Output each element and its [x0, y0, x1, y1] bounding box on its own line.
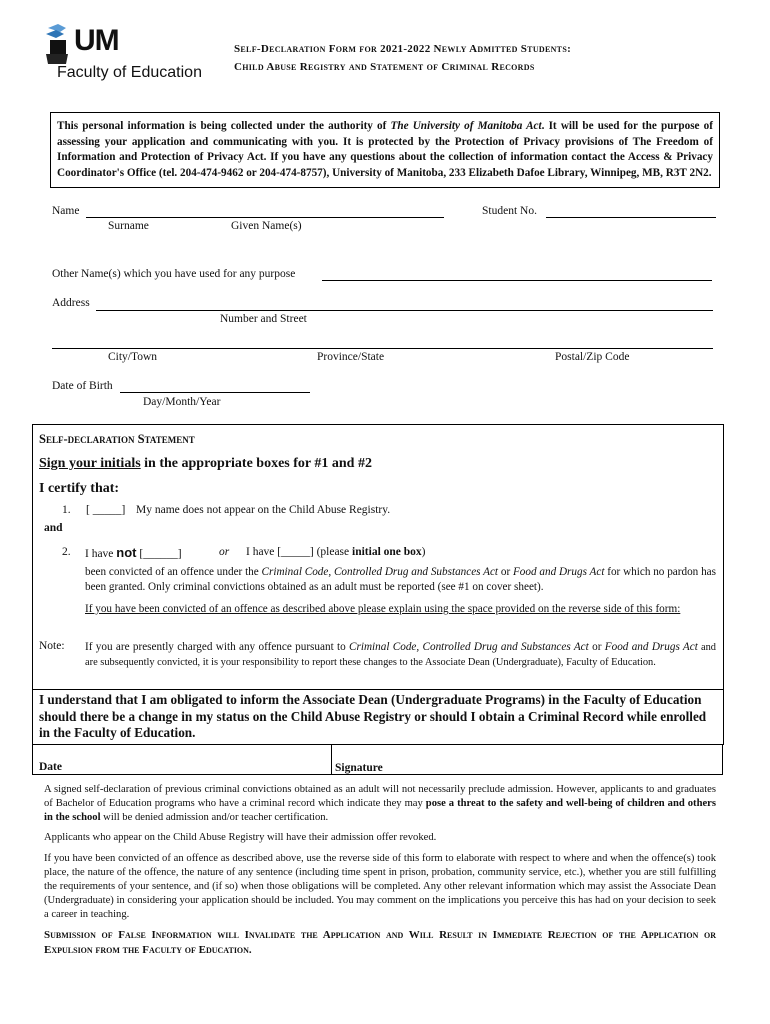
p1-bold: pose a threat to the safety and well-being of children and others in the school: [44, 798, 716, 823]
item2-initial-one-box: initial one box: [352, 546, 422, 558]
conv-acts: Criminal Code, Controlled Drug and Substances Act: [261, 566, 499, 578]
form-title: [234, 40, 734, 76]
other-names-label: Other Name(s) which you have used for any purpose: [52, 268, 296, 280]
paragraph-reverse-side: If you have been convicted of an offence as described above, use the reverse side of this form to elaborate with respect to where and when the offence(s) took place, the nature of the offence, the nature of any sentence (including time spent in prison, probation, community service, etc.), whether you are still fulfilling the requirements of your sentence, and (if so) when those obligations will be completed. Any other relevant information which may assist the Associate Dean (Undergraduate) in considering your application should be included. You may comment on the implications you perceive this has had on your decision to seek a career in teaching.: [44, 853, 716, 920]
p1-text-2: will be denied admission and/or teacher certification.: [100, 812, 329, 823]
address-street-field[interactable]: [96, 310, 713, 311]
note-label: Note:: [39, 640, 65, 652]
explain-text: If you have been convicted of an offence as described above please explain using the space provided on the reverse side of this form:: [85, 603, 681, 615]
sign-instruction-rest: in the appropriate boxes for #1 and #2: [140, 456, 372, 471]
note-or: or: [588, 641, 605, 653]
student-no-field[interactable]: [546, 217, 716, 218]
dob-label: Date of Birth: [52, 380, 113, 392]
other-names-field[interactable]: [322, 280, 712, 281]
item2-have-not: [85, 545, 182, 560]
note-acts: Criminal Code, Controlled Drug and Substances Act: [349, 641, 589, 653]
conv-text-1: been convicted of an offence under the: [85, 566, 262, 578]
logo-um-text: UM: [74, 24, 119, 57]
paragraph-admission: [44, 783, 716, 825]
item2-have-initial-box[interactable]: I have [_____] (please: [246, 546, 353, 558]
paragraph-registry: Applicants who appear on the Child Abuse Registry will have their admission offer revoked.: [44, 832, 437, 843]
p1-text-1: A signed self-declaration of previous criminal convictions obtained as an adult will not necessarily preclude admission. However, applicants to and graduates of Bachelor of Education programs who have a criminal record which indicate they may: [44, 784, 716, 809]
note-text-2: and are subsequently convicted, it is your responsibility to report these changes to the Associate Dean (Undergraduate), Faculty of Education.: [85, 642, 716, 668]
number-street-label: Number and Street: [220, 313, 307, 325]
logo-faculty-text: Faculty of Education: [57, 64, 202, 81]
note-text-1: If you are presently charged with any offence pursuant to: [85, 641, 350, 653]
postal-label: Postal/Zip Code: [555, 351, 630, 363]
province-label: Province/State: [317, 351, 385, 363]
item1-text: My name does not appear on the Child Abuse Registry.: [136, 504, 391, 516]
form-title-line1: Self-Declaration Form for 2021-2022 Newly Admitted Students:: [234, 43, 572, 55]
item1-initial-box[interactable]: [ _____]: [86, 504, 126, 516]
statement-heading: Self-declaration Statement: [39, 432, 195, 446]
name-label: Name: [52, 205, 80, 217]
certify-heading: I certify that:: [39, 481, 120, 496]
date-label: Date: [39, 761, 62, 773]
um-crest-icon: [44, 24, 70, 66]
dob-field[interactable]: [120, 392, 310, 393]
date-cell[interactable]: [32, 744, 332, 775]
final-warning: Submission of False Information will Invalidate the Application and Will Result in Immediate Rejection of the Application or Expulsion from the Faculty of Education.: [44, 929, 716, 956]
dob-format-label: Day/Month/Year: [143, 396, 221, 408]
note-text: [85, 640, 716, 670]
item2-have: I have: [85, 548, 117, 560]
item2-not: not: [116, 545, 137, 560]
sign-instruction: [39, 456, 372, 472]
signature-cell[interactable]: [330, 744, 723, 775]
item2-close: ): [421, 546, 426, 558]
surname-label: Surname: [108, 220, 149, 232]
student-no-label: Student No.: [482, 205, 537, 217]
logo: [44, 22, 204, 84]
conv-text-2: for which no pardon has been granted. Only criminal convictions obtained as an adult must be reported (see #1 on cover sheet).: [85, 566, 716, 593]
name-field[interactable]: [86, 217, 444, 218]
explain-instruction: [85, 602, 703, 617]
sign-initials-underlined: Sign your initials: [39, 456, 141, 471]
conviction-text: [85, 565, 716, 595]
item2-not-initial-box[interactable]: [______]: [136, 548, 182, 560]
item1-number: 1.: [62, 504, 71, 516]
privacy-notice: [50, 112, 720, 188]
note-food: Food and Drugs Act: [604, 641, 698, 653]
item2-or: or: [219, 546, 230, 558]
form-title-line2: Child Abuse Registry and Statement of Criminal Records: [234, 61, 535, 73]
understand-text: I understand that I am obligated to inform the Associate Dean (Undergraduate Programs) in the Faculty of Education should there be a change in my status on the Child Abuse Registry or should I obtain a Criminal Record while enrolled in the Faculty of Education.: [39, 692, 707, 740]
signature-label: Signature: [335, 762, 383, 774]
city-label: City/Town: [108, 351, 158, 363]
item2-number: 2.: [62, 546, 71, 558]
privacy-text-2: . It will be used for the purpose of assessing your application and communicating with you. It is protected by the Protection of Privacy provisions of The Freedom of Information and Protection of Privacy Act. If you have any questions about the collection of information contact the Access & Privacy Coordinator's Office (tel. 204-474-9462 or 204-474-8757), University of Manitoba, 233 Elizabeth Dafoe Library, Winnipeg, MB, R3T 2N2.: [57, 120, 713, 179]
conv-or: or: [498, 566, 513, 578]
address-label: Address: [52, 297, 90, 309]
and-label: and: [44, 522, 63, 534]
address-city-field[interactable]: [52, 348, 713, 349]
privacy-text-1: This personal information is being collected under the authority of: [57, 120, 391, 132]
given-names-label: Given Name(s): [231, 220, 302, 232]
conv-food: Food and Drugs Act: [512, 566, 605, 578]
item2-have-box: [246, 546, 426, 558]
privacy-act: The University of Manitoba Act: [390, 120, 542, 132]
